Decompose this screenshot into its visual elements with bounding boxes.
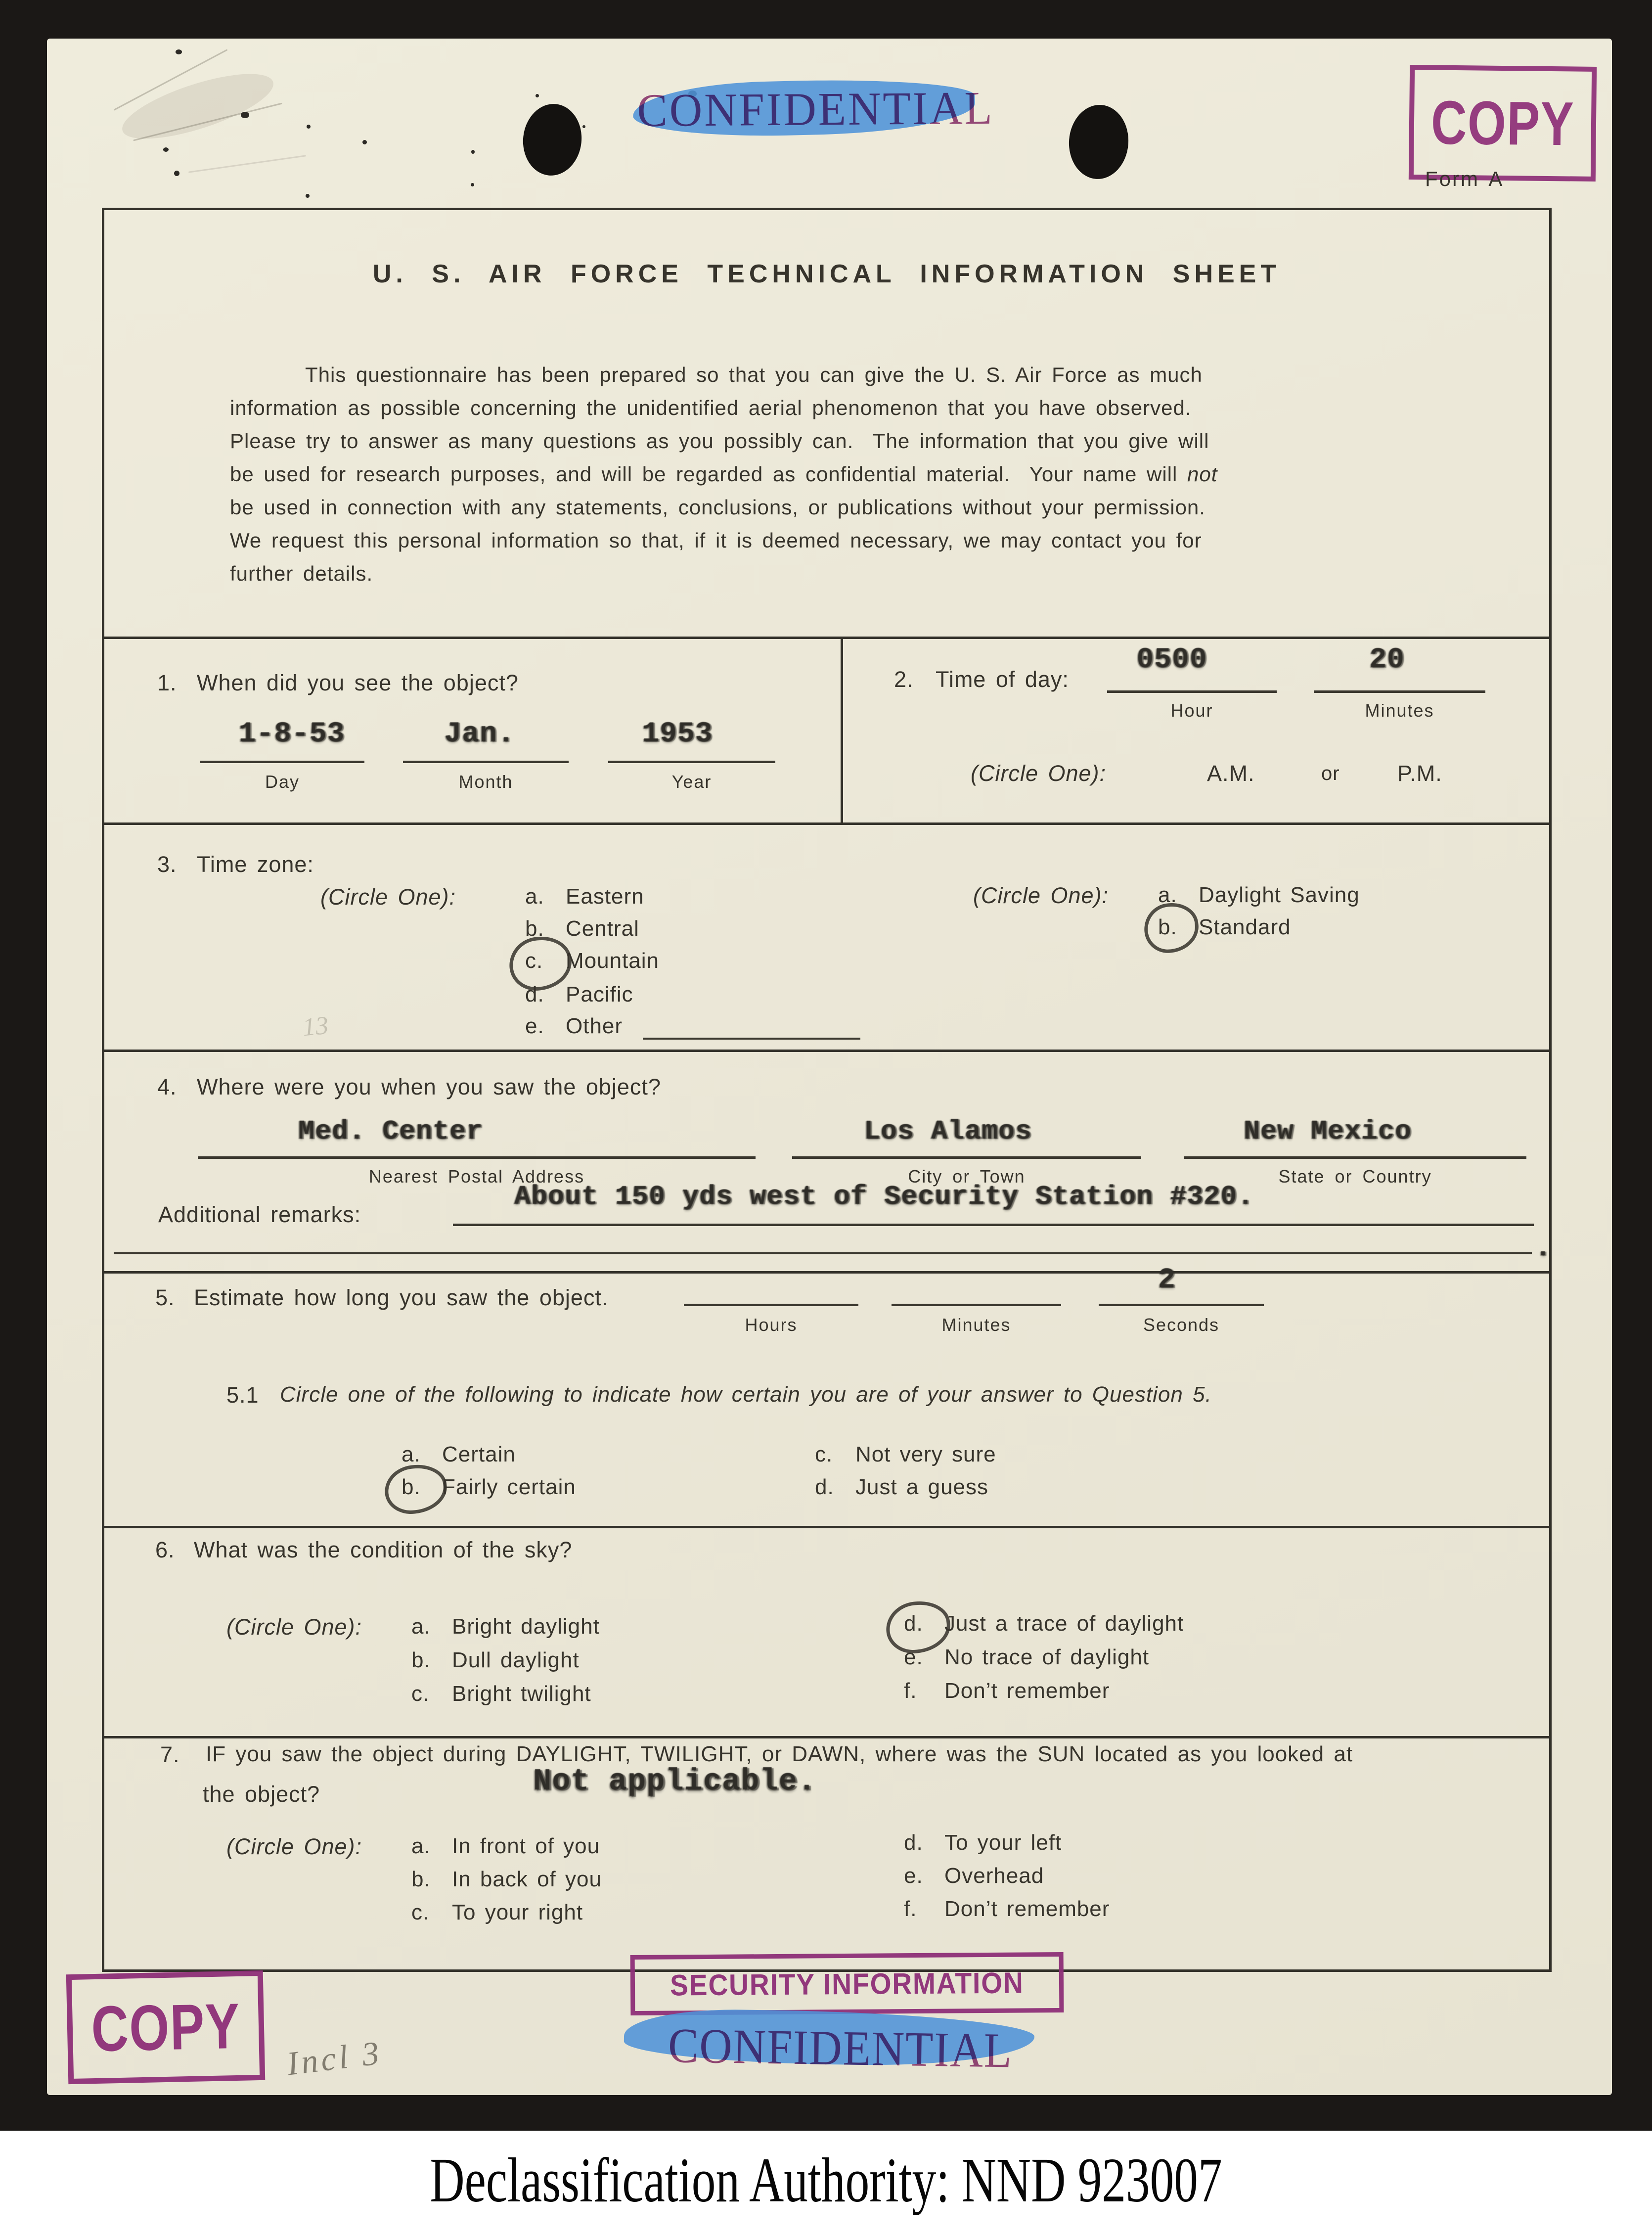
intro-paragraph [230,358,1217,590]
paper-speck [362,140,367,144]
q2-hour-value: 0500 [1136,644,1207,676]
q5-seconds-label: Seconds [1143,1315,1220,1335]
q1-day-line [200,761,364,763]
q4-address-label: Nearest Postal Address [368,1166,585,1187]
q1-day-label: Day [265,772,300,792]
q2-label: Time of day: [936,667,1069,692]
paper-speck [471,150,475,154]
intro-line: be used in connection with any statements, conclusions, or publications without your permission. [230,496,1206,519]
q2-minutes-label: Minutes [1365,700,1434,721]
declassification-strip [0,2131,1652,2238]
q3-option-mountain: c. Mountain [525,949,660,973]
q3-right-circle-one-label: (Circle One): [973,883,1109,908]
q2-hour-label: Hour [1170,700,1213,721]
q5-seconds-value: 2 [1158,1264,1176,1296]
q5-seconds-line [1099,1304,1264,1306]
section-divider [102,1736,1552,1738]
q4-remarks-line-2 [114,1252,1532,1254]
q6-option-no-trace-of-daylight: e. No trace of daylight [904,1645,1150,1669]
q1-month-label: Month [458,772,513,792]
q4-address-line [198,1156,756,1159]
intro-line: information as possible concerning the unidentified aerial phenomenon that you have observed. [230,396,1192,419]
q3-number: 3. [157,852,177,877]
section-divider [102,1271,1552,1274]
paper-speck [174,171,179,176]
q7-circle-one-label: (Circle One): [226,1834,362,1859]
column-divider [841,637,843,825]
q1-day-value: 1-8-53 [238,718,345,750]
q7-label-line2: the object? [203,1781,320,1807]
q7-option-overhead: e. Overhead [904,1864,1044,1888]
q1-month-line [403,761,569,763]
intro-line: be used for research purposes, and will be regarded as confidential material. Your name will not [230,462,1218,486]
q3-option-central: b. Central [525,916,639,941]
q5-minutes-label: Minutes [941,1315,1011,1335]
intro-line: This questionnaire has been prepared so that you can give the U. S. Air Force as much [305,363,1203,386]
q6-option-dont-remember: f. Don’t remember [904,1679,1110,1703]
q3-option-pacific: d. Pacific [525,982,633,1006]
q5-label: Estimate how long you saw the object. [194,1285,609,1310]
q2-pm-option: P.M. [1397,761,1442,786]
intro-line: Please try to answer as many questions as you possibly can. The information that you give will [230,429,1209,453]
q3-option-eastern: a. Eastern [525,884,644,909]
q3-label: Time zone: [197,852,314,877]
section-divider [102,637,1552,639]
q1-number: 1. [157,670,177,695]
q4-city-label: City or Town [908,1166,1026,1187]
q4-remarks-value: About 150 yds west of Security Station #320. [514,1181,1254,1212]
q1-month-value: Jan. [444,718,515,750]
section-divider [102,1050,1552,1052]
q7-option-in-front: a. In front of you [411,1834,600,1858]
q5-1-option-fairly-certain: b. Fairly certain [402,1475,576,1499]
copy-stamp-text: COPY [1430,88,1575,159]
q6-option-bright-twilight: c. Bright twilight [411,1682,591,1706]
security-information-stamp [630,1952,1064,2015]
section-divider [102,1526,1552,1528]
q5-minutes-line [892,1304,1061,1306]
q7-option-in-back: b. In back of you [411,1867,602,1891]
q5-1-option-just-a-guess: d. Just a guess [815,1475,989,1499]
q4-number: 4. [157,1074,177,1099]
paper-speck [307,125,311,129]
q2-or-label: or [1321,763,1340,784]
q4-city-line [792,1156,1141,1159]
q6-number: 6. [155,1537,175,1562]
q5-1-label: Circle one of the following to indicate how certain you are of your answer to Question 5. [280,1382,1212,1407]
q4-label: Where were you when you saw the object? [197,1074,661,1099]
q3-option-standard: b. Standard [1158,915,1291,939]
q7-label-line1: IF you saw the object during DAYLIGHT, TWILIGHT, or DAWN, where was the SUN located as you looked at [206,1742,1353,1766]
q2-am-option: A.M. [1207,761,1255,786]
confidential-stamp: CONFIDENTIAL [637,81,994,137]
q6-option-trace-of-daylight: d. Just a trace of daylight [904,1611,1184,1636]
q4-state-value: New Mexico [1243,1116,1412,1147]
q4-state-line [1184,1156,1526,1159]
paper-speck [536,94,539,97]
paper-speck [176,49,182,54]
q3-option-daylight-saving: a. Daylight Saving [1158,883,1360,907]
intro-line: We request this personal information so that, if it is deemed necessary, we may contact you for [230,529,1202,552]
q5-hours-line [684,1304,858,1306]
q2-number: 2. [894,667,914,692]
q3-circle-one-label: (Circle One): [320,884,456,910]
q4-address-value: Med. Center [298,1116,484,1147]
q7-number: 7. [160,1742,180,1767]
q4-trailing-period: . [1535,1233,1552,1264]
copy-stamp [1409,65,1597,182]
q7-option-to-your-right: c. To your right [411,1900,583,1924]
q6-option-dull-daylight: b. Dull daylight [411,1648,580,1672]
q7-overlay-value: Not applicable. [533,1764,817,1799]
q5-1-number: 5.1 [226,1382,259,1408]
q4-remarks-line [453,1224,1534,1226]
copy-stamp-bottom-text: COPY [90,1989,241,2065]
copy-stamp-bottom [66,1970,266,2084]
paper-speck [306,194,310,198]
paper-speck [471,183,474,186]
page-title: U. S. AIR FORCE TECHNICAL INFORMATION SHEET [372,260,1281,288]
form-a-label: Form A [1425,167,1504,190]
q4-city-value: Los Alamos [863,1116,1032,1147]
q5-hours-label: Hours [745,1315,798,1335]
q7-option-to-your-left: d. To your left [904,1830,1062,1855]
q4-remarks-label: Additional remarks: [158,1202,361,1227]
paper-speck [582,125,585,128]
pencil-mark-13: 13 [301,1011,330,1042]
q2-hour-line [1107,690,1277,693]
q6-label: What was the condition of the sky? [194,1537,573,1562]
section-divider [102,822,1552,825]
confidential-stamp-bottom: CONFIDENTIAL [668,2017,1013,2078]
paper-speck [163,147,169,152]
incl-handwriting: Incl 3 [285,2033,384,2083]
q7-option-dont-remember: f. Don’t remember [904,1897,1110,1921]
intro-not-italic: not [1187,462,1218,486]
q3-other-line [643,1038,860,1040]
paper-speck [241,112,249,118]
q6-circle-one-label: (Circle One): [226,1614,362,1640]
q2-minutes-line [1314,690,1485,693]
q6-option-bright-daylight: a. Bright daylight [411,1614,600,1639]
q5-1-option-certain: a. Certain [402,1442,516,1466]
q1-year-label: Year [671,772,712,792]
q1-label: When did you see the object? [197,670,519,695]
q5-1-option-not-very-sure: c. Not very sure [815,1442,996,1466]
q5-number: 5. [155,1285,175,1310]
q2-circle-one-label: (Circle One): [971,761,1107,786]
q1-year-value: 1953 [642,718,713,750]
intro-line: further details. [230,562,373,585]
q1-year-line [608,761,775,763]
q4-state-label: State or Country [1278,1166,1432,1187]
q2-minutes-value: 20 [1369,644,1405,676]
declassification-authority-text: Declassification Authority: NND 923007 [430,2145,1222,2215]
q3-option-other: e. Other [525,1014,623,1038]
security-information-text: SECURITY INFORMATION [670,1966,1025,2002]
